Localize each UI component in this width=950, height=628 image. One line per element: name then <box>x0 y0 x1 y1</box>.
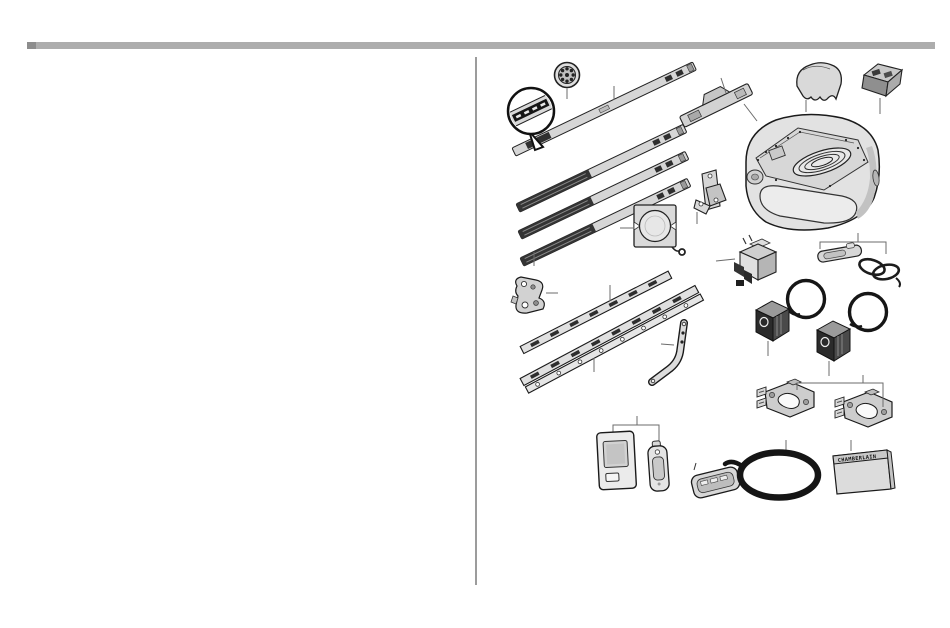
adapter-icon <box>816 241 862 262</box>
visor-remote-icon <box>647 440 669 491</box>
belt-connector-icon <box>716 235 776 286</box>
sensor-bracket-icon <box>757 379 814 417</box>
straight-door-arm-icon <box>525 294 703 393</box>
mini-remote-icon <box>690 463 741 499</box>
inner-trolley-icon <box>675 75 753 127</box>
header-bracket-icon <box>511 277 558 313</box>
belt-cap-icon <box>797 63 842 112</box>
safety-sensor-icon <box>817 294 887 377</box>
idler-pulley-icon <box>555 63 580 100</box>
coiled-wire-icon <box>725 440 818 498</box>
hardware-bag-icon <box>833 440 895 494</box>
outer-trolley-icon <box>862 64 902 114</box>
twisted-wire-icon <box>857 256 900 287</box>
adapter-and-wire-group <box>816 233 900 287</box>
door-control-icon <box>597 431 637 490</box>
safety-sensor-icon <box>756 281 825 357</box>
curved-door-arm-icon <box>651 322 686 383</box>
motor-unit-icon <box>744 104 880 230</box>
bag-brand-text: CHAMBERLAIN <box>837 453 877 464</box>
door-control-group <box>597 416 670 492</box>
bracket-icon <box>694 170 726 224</box>
